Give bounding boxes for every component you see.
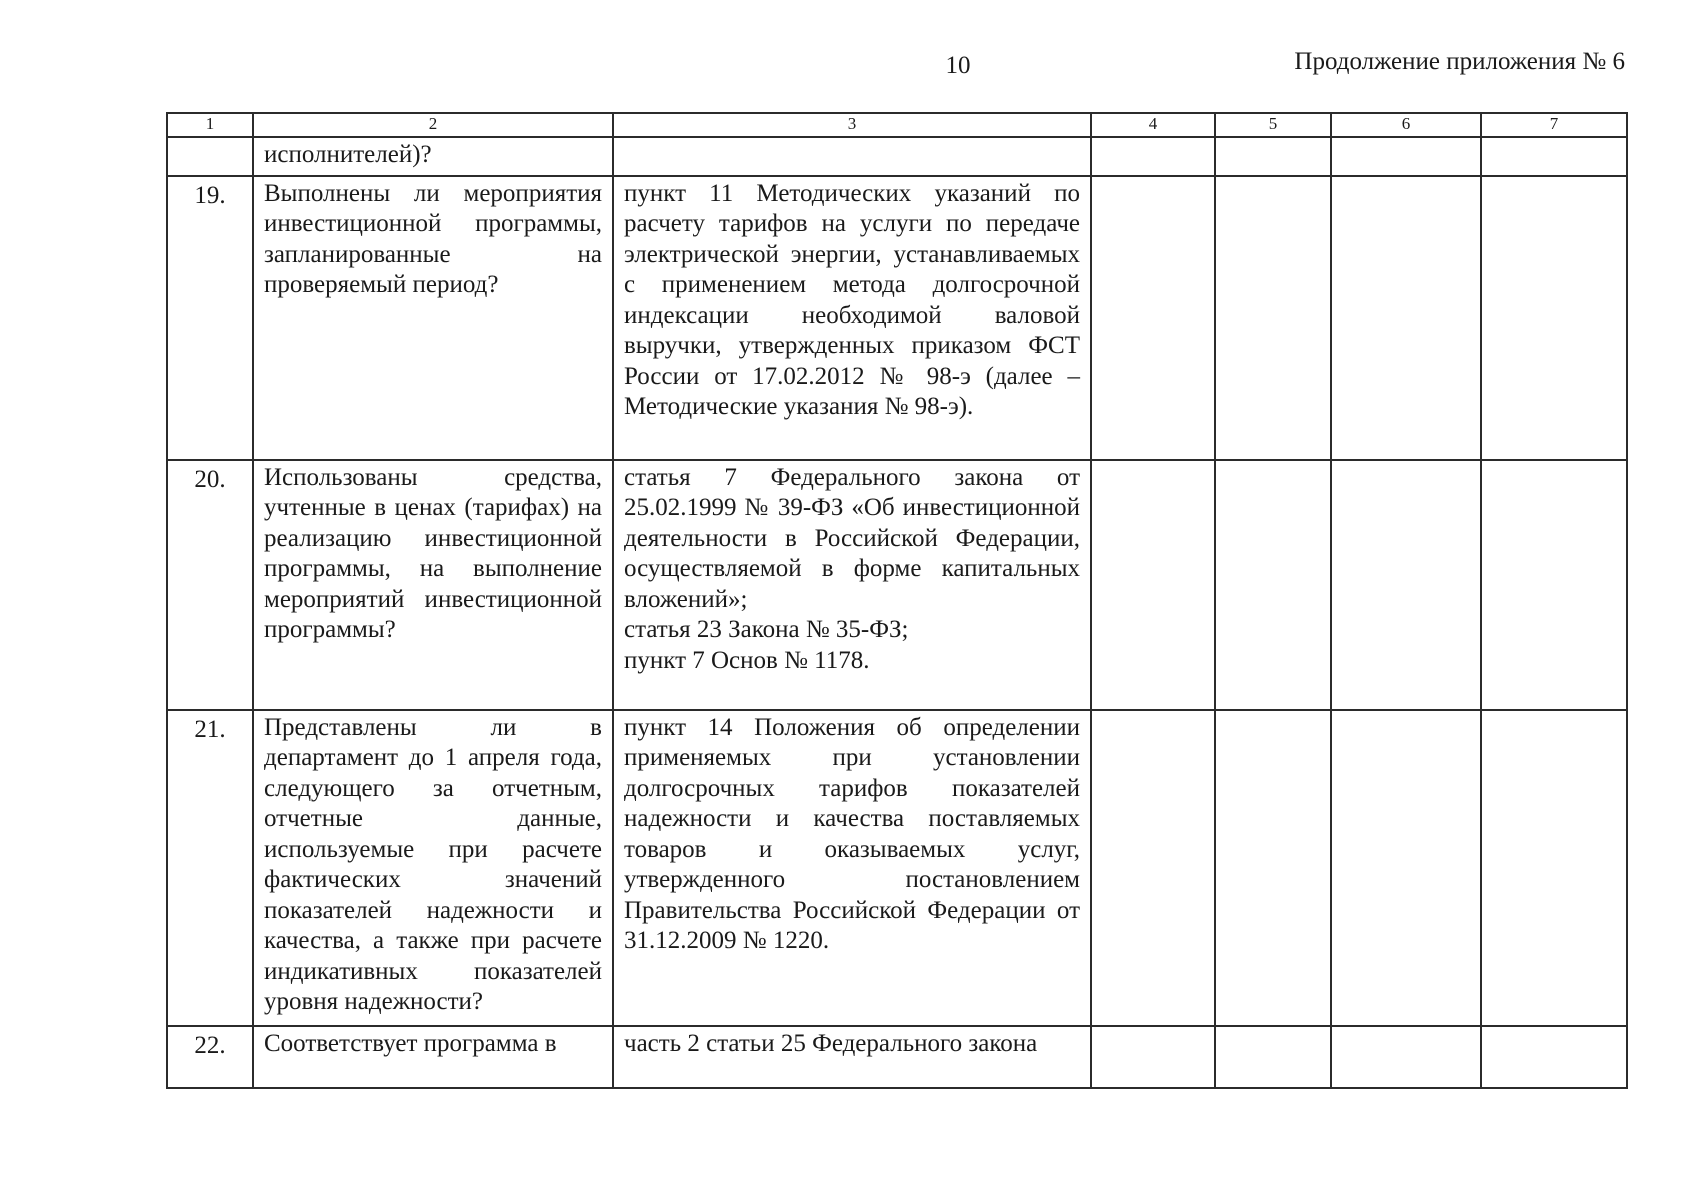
- legal-reference: [613, 1026, 1091, 1088]
- empty-cell: [1331, 460, 1481, 710]
- table-row: [167, 1026, 1627, 1088]
- question-text: Представлены ли в департамент до 1 апреля года, следующего за отчетным, отчетные данные, используемые при расчете фактических значений показателей надежности и качества, а также при расчете индикативных показателей уровня надежности?: [253, 710, 613, 1026]
- page-number: 10: [945, 52, 971, 79]
- empty-cell: [1481, 176, 1627, 460]
- reference-line: пункт 11 Методических указаний по расчету тарифов на услуги по передаче электрической энергии, устанавливаемых с применением метода долгосрочной индексации необходимой валовой выручки, утвержденных приказом ФСТ России от 17.02.2012 № 98-э (далее – Методические указания № 98-э).: [624, 179, 1080, 420]
- continuation-number-cell: [167, 137, 253, 176]
- reference-line: пункт 7 Основ № 1178.: [624, 646, 870, 674]
- column-number-3: 3: [613, 113, 1091, 137]
- empty-cell: [1331, 176, 1481, 460]
- row-number: 20.: [167, 460, 253, 710]
- column-number-5: 5: [1215, 113, 1331, 137]
- empty-cell: [1215, 137, 1331, 176]
- legal-reference: [613, 460, 1091, 710]
- question-text: Соответствует программа в: [253, 1026, 613, 1088]
- question-text: Выполнены ли мероприятия инвестиционной программы, запланированные на проверяемый период?: [253, 176, 613, 460]
- appendix-note: Продолжение приложения № 6: [1294, 48, 1625, 75]
- table-row-continuation: [167, 137, 1627, 176]
- continuation-reference-cell: [613, 137, 1091, 176]
- column-number-row: [167, 113, 1627, 137]
- reference-line: статья 23 Закона № 35-ФЗ;: [624, 616, 909, 643]
- empty-cell: [1091, 176, 1215, 460]
- empty-cell: [1481, 1026, 1627, 1088]
- column-number-2: 2: [253, 113, 613, 137]
- row-number: 21.: [167, 710, 253, 1026]
- empty-cell: [1091, 710, 1215, 1026]
- empty-cell: [1091, 137, 1215, 176]
- empty-cell: [1331, 710, 1481, 1026]
- reference-line: часть 2 статьи 25 Федерального закона: [624, 1029, 1038, 1057]
- table-row: [167, 176, 1627, 460]
- empty-cell: [1331, 137, 1481, 176]
- table-row: [167, 710, 1627, 1026]
- empty-cell: [1215, 460, 1331, 710]
- empty-cell: [1091, 1026, 1215, 1088]
- column-number-4: 4: [1091, 113, 1215, 137]
- empty-cell: [1481, 710, 1627, 1026]
- reference-line: статья 7 Федерального закона от 25.02.1999 № 39-ФЗ «Об инвестиционной деятельности в Российской Федерации, осуществляемой в форме капитальных вложений»;: [624, 463, 1080, 613]
- column-number-6: 6: [1331, 113, 1481, 137]
- row-number: 19.: [167, 176, 253, 460]
- question-text: Использованы средства, учтенные в ценах (тарифах) на реализацию инвестиционной программы, на выполнение мероприятий инвестиционной программы?: [253, 460, 613, 710]
- column-number-7: 7: [1481, 113, 1627, 137]
- reference-line: пункт 14 Положения об определении применяемых при установлении долгосрочных тарифов показателей надежности и качества поставляемых товаров и оказываемых услуг, утвержденного постановлением Правительства Российской Федерации от 31.12.2009 № 1220.: [624, 713, 1080, 954]
- empty-cell: [1481, 460, 1627, 710]
- empty-cell: [1215, 710, 1331, 1026]
- continuation-question: исполнителей)?: [253, 137, 613, 176]
- legal-reference: [613, 176, 1091, 460]
- legal-reference: [613, 710, 1091, 1026]
- empty-cell: [1481, 137, 1627, 176]
- empty-cell: [1215, 176, 1331, 460]
- checklist-table: [166, 112, 1628, 1089]
- table-row: [167, 460, 1627, 710]
- empty-cell: [1331, 1026, 1481, 1088]
- row-number: 22.: [167, 1026, 253, 1088]
- column-number-1: 1: [167, 113, 253, 137]
- empty-cell: [1215, 1026, 1331, 1088]
- empty-cell: [1091, 460, 1215, 710]
